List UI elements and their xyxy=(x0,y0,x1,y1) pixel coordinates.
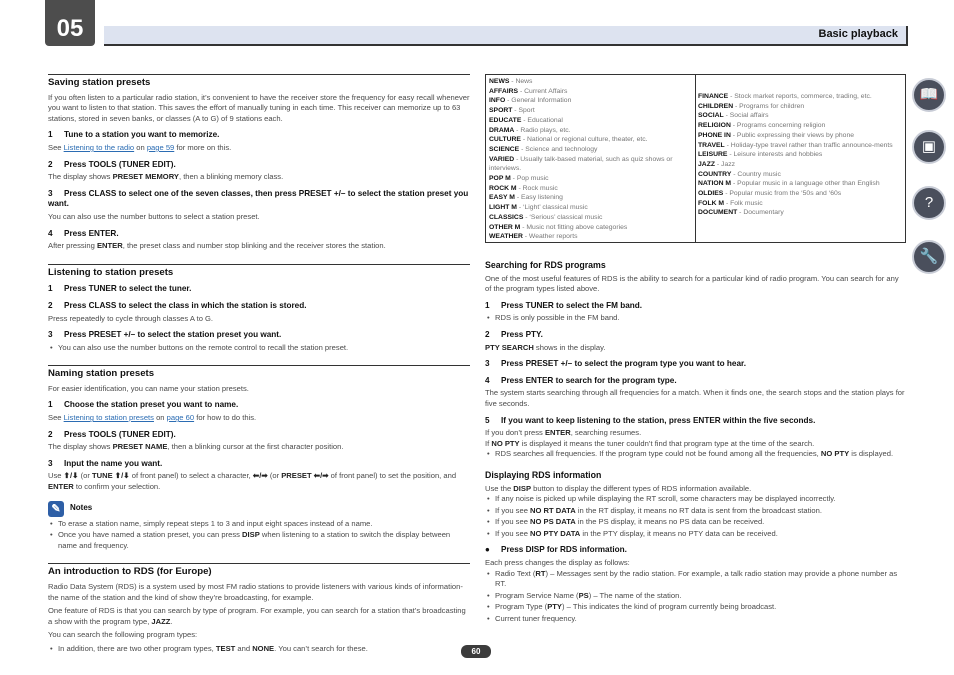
program-type-code: NATION M xyxy=(698,180,732,188)
displaying-bullet-1: • If any noise is picked up while displaying the RT scroll, some characters may be displayed incorrectly. xyxy=(485,494,906,505)
program-type-code: OLDIES xyxy=(698,190,724,198)
rds-intro-p3: You can search the following program types: xyxy=(48,630,198,640)
listening-bullet: • You can also use the number buttons on the remote control to recall the station preset. xyxy=(48,343,470,354)
program-type-desc: Sport xyxy=(518,107,535,115)
program-type-entry: JAZZ - Jazz xyxy=(698,160,736,168)
searching-step-1: 1 Press TUNER to select the FM band. xyxy=(485,300,643,310)
naming-step-1-desc: See Listening to station presets on page 60 for how to do this. xyxy=(48,413,257,423)
rds-intro-p2: One feature of RDS is that you can search by type of program. For example, you can search for a station that’s broadcasting a show with the program type, JAZZ. xyxy=(48,606,466,626)
program-type-code: CULTURE xyxy=(489,136,521,144)
program-type-entry: FINANCE - Stock market reports, commerce, trading, etc. xyxy=(698,93,872,100)
listening-title: Listening to station presets xyxy=(48,264,470,279)
program-type-entry: WEATHER - Weather reports xyxy=(489,233,578,241)
link-page-59[interactable]: page 59 xyxy=(146,142,175,152)
troubleshoot-icon[interactable]: ? xyxy=(912,186,946,220)
displaying-bullet-3: • If you see NO PS DATA in the PS display, it means no PS data can be received. xyxy=(485,517,906,528)
program-type-desc: ‘Serious’ classical music xyxy=(529,213,603,221)
display-mode-frequency: • Current tuner frequency. xyxy=(485,614,906,625)
program-type-entry: PHONE IN - Public expressing their views by phone xyxy=(698,131,855,139)
media-player-icon[interactable]: ▣ xyxy=(912,130,946,164)
saving-step-4: 4 Press ENTER. xyxy=(48,228,119,238)
page-title: Basic playback xyxy=(818,28,898,40)
naming-step-1: 1 Choose the station preset you want to name. xyxy=(48,400,239,410)
display-mode-ps: • Program Service Name (PS) – The name of the station. xyxy=(485,591,906,602)
listening-step-3: 3 Press PRESET +/– to select the station preset you want. xyxy=(48,330,282,340)
program-type-desc: Pop music xyxy=(516,175,549,183)
displaying-step-desc: Each press changes the display as follows: xyxy=(485,558,630,568)
program-type-code: ROCK M xyxy=(489,184,517,192)
program-type-desc: Public expressing their views by phone xyxy=(736,131,855,139)
program-type-desc: Current Affairs xyxy=(524,87,568,95)
saving-step-2: 2 Press TOOLS (TUNER EDIT). xyxy=(48,159,176,169)
program-type-desc: Easy listening xyxy=(520,194,563,202)
saving-step-3: 3 Press CLASS to select one of the seven classes, then press PRESET +/– to select the station preset you want. xyxy=(48,188,469,209)
naming-step-2-desc: The display shows PRESET NAME, then a blinking cursor at the first character position. xyxy=(48,442,344,452)
searching-step-2-desc: PTY SEARCH shows in the display. xyxy=(485,342,606,352)
program-type-desc: Programs concerning religion xyxy=(736,122,826,130)
program-type-code: SCIENCE xyxy=(489,145,520,153)
program-type-code: TRAVEL xyxy=(698,141,725,149)
saving-step-4-desc: After pressing ENTER, the preset class and number stop blinking and the receiver stores the station. xyxy=(48,241,386,251)
searching-step-2: 2 Press PTY. xyxy=(485,329,543,339)
program-type-desc: Popular music in a language other than English xyxy=(737,180,880,188)
program-type-entry: EDUCATE - Educational xyxy=(489,116,563,124)
program-type-desc: Country music xyxy=(737,170,781,178)
program-type-entry: DRAMA - Radio plays, etc. xyxy=(489,126,571,134)
displaying-intro: Use the DISP button to display the different types of RDS information available. xyxy=(485,483,752,493)
naming-step-3: 3 Input the name you want. xyxy=(48,458,163,468)
program-type-entry: OLDIES - Popular music from the ‘50s and ‘60s xyxy=(698,190,842,198)
display-mode-pty: • Program Type (PTY) – This indicates the kind of program currently being broadcast. xyxy=(485,602,906,613)
saving-intro: If you often listen to a particular radio station, it’s convenient to have the receiver store the frequency for easy recall whenever you want to listen to that station. This saves the effort of manually tuning in each time. This receiver can memorize up to 63 stations, stored in seven banks, or classes (A to G) of 9 stations each. xyxy=(48,92,470,123)
naming-intro: For easier identification, you can name your station presets. xyxy=(48,383,249,393)
program-type-entry: VARIED - Usually talk-based material, such as quiz shows or interviews. xyxy=(489,155,673,173)
program-type-desc: Weather reports xyxy=(528,233,578,241)
program-type-entry: DOCUMENT - Documentary xyxy=(698,209,784,217)
program-type-desc: Folk music xyxy=(730,199,763,207)
searching-intro: One of the most useful features of RDS is the ability to search for a particular kind of radio program. You can search for any of the program types listed above. xyxy=(485,273,899,294)
program-type-code: EDUCATE xyxy=(489,116,522,124)
program-type-code: SPORT xyxy=(489,107,513,115)
program-type-desc: Jazz xyxy=(721,160,736,168)
program-type-desc: National or regional culture, theater, etc. xyxy=(527,136,648,144)
searching-step-5: 5 If you want to keep listening to the station, press ENTER within the five seconds. xyxy=(485,415,816,425)
program-type-entry: NATION M - Popular music in a language other than English xyxy=(698,180,880,188)
program-type-desc: Popular music from the ‘50s and ‘60s xyxy=(729,190,842,198)
program-type-desc: Educational xyxy=(527,116,563,124)
program-type-code: PHONE IN xyxy=(698,131,731,139)
program-type-code: RELIGION xyxy=(698,122,731,130)
program-type-entry: COUNTRY - Country music xyxy=(698,170,781,178)
program-type-entry: AFFAIRS - Current Affairs xyxy=(489,87,568,95)
program-type-entry: POP M - Pop music xyxy=(489,175,549,183)
program-type-desc: Leisure interests and hobbies xyxy=(733,151,823,159)
program-type-desc: Programs for children xyxy=(739,102,805,110)
program-type-column-2 xyxy=(698,92,903,218)
program-type-entry: CULTURE - National or regional culture, theater, etc. xyxy=(489,136,648,144)
program-type-desc: Stock market reports, commerce, trading, etc. xyxy=(734,93,872,100)
program-type-desc: Social affairs xyxy=(729,112,769,120)
program-type-entry: TRAVEL - Holiday-type travel rather than traffic announce-ments xyxy=(698,141,893,149)
note-1: • To erase a station name, simply repeat steps 1 to 3 and input eight spaces instead of a name. xyxy=(48,519,470,530)
saving-step-1: 1 Tune to a station you want to memorize. xyxy=(48,130,220,140)
program-type-entry: SCIENCE - Science and technology xyxy=(489,145,598,153)
header-bar xyxy=(104,26,908,46)
note-2: • Once you have named a station preset, you can press DISP when listening to a station to switch the display between name and frequency. xyxy=(48,530,470,551)
program-type-entry: NEWS - News xyxy=(489,78,533,85)
saving-step-3-desc: You can also use the number buttons to select a station preset. xyxy=(48,211,260,221)
program-type-desc: Rock music xyxy=(522,184,558,192)
listening-step-2: 2 Press CLASS to select the class in which the station is stored. xyxy=(48,300,307,310)
displaying-step: ● Press DISP for RDS information. xyxy=(485,545,627,555)
chapter-tab: 05 xyxy=(45,0,95,46)
displaying-title: Displaying RDS information xyxy=(485,469,602,480)
table-divider xyxy=(695,75,696,242)
searching-step-5-desc-1: If you don’t press ENTER, searching resumes. xyxy=(485,428,642,438)
searching-bullet: • RDS searches all frequencies. If the program type could not be found among all the frequencies, NO PTY is displayed. xyxy=(485,449,906,460)
program-type-table xyxy=(485,74,906,243)
book-icon[interactable]: 📖 xyxy=(912,78,946,112)
program-type-code: DOCUMENT xyxy=(698,209,738,217)
program-type-code: DRAMA xyxy=(489,126,515,134)
program-type-code: OTHER M xyxy=(489,223,521,231)
program-type-code: WEATHER xyxy=(489,233,523,241)
program-type-entry: ROCK M - Rock music xyxy=(489,184,558,192)
notes-heading: ✎ Notes xyxy=(48,501,470,517)
program-type-desc: News xyxy=(515,78,533,85)
program-type-code: FOLK M xyxy=(698,199,725,207)
program-type-entry: INFO - General Information xyxy=(489,97,572,105)
program-type-desc: ‘Light’ classical music xyxy=(523,204,588,212)
program-type-code: LIGHT M xyxy=(489,204,517,212)
program-type-desc: Documentary xyxy=(743,209,784,217)
link-page-60[interactable]: page 60 xyxy=(166,413,195,423)
link-listening-radio[interactable]: Listening to the radio xyxy=(63,142,135,152)
program-type-desc: Usually talk-based material, such as quiz shows or interviews. xyxy=(489,155,673,173)
searching-step-4-desc: The system starts searching through all frequencies for a match. When it finds one, the search stops and the station plays for five seconds. xyxy=(485,388,905,408)
program-type-code: LEISURE xyxy=(698,151,728,159)
listening-step-2-desc: Press repeatedly to cycle through classes A to G. xyxy=(48,313,214,323)
naming-step-2: 2 Press TOOLS (TUNER EDIT). xyxy=(48,429,176,439)
program-type-code: JAZZ xyxy=(698,160,715,168)
searching-step-4: 4 Press ENTER to search for the program type. xyxy=(485,375,677,385)
right-column xyxy=(485,260,906,626)
searching-step-3: 3 Press PRESET +/– to select the program type you want to hear. xyxy=(485,359,747,369)
displaying-bullet-2: • If you see NO RT DATA in the RT display, it means no RT data is sent from the broadcast station. xyxy=(485,506,906,517)
pencil-icon: ✎ xyxy=(48,501,64,517)
program-type-entry: RELIGION - Programs concerning religion xyxy=(698,122,826,130)
rds-intro-title: An introduction to RDS (for Europe) xyxy=(48,563,470,578)
page-number: 60 xyxy=(461,645,491,658)
searching-step-5-desc-2: If NO PTY is displayed it means the tuner couldn’t find that program type at the time of the search. xyxy=(485,438,815,448)
program-type-desc: Science and technology xyxy=(525,145,598,153)
program-type-desc: Music not fitting above categories xyxy=(526,223,628,231)
displaying-bullet-4: • If you see NO PTY DATA in the PTY display, it means no PTY data can be received. xyxy=(485,529,906,540)
searching-title: Searching for RDS programs xyxy=(485,260,606,270)
saving-step-2-desc: The display shows PRESET MEMORY, then a blinking memory class. xyxy=(48,172,284,182)
saving-title: Saving station presets xyxy=(48,74,470,89)
program-type-code: VARIED xyxy=(489,155,515,163)
display-mode-rt: • Radio Text (RT) – Messages sent by the radio station. For example, a talk radio station may provide a phone number as RT. xyxy=(485,569,906,590)
listening-step-1: 1 Press TUNER to select the tuner. xyxy=(48,284,192,294)
program-type-code: INFO xyxy=(489,97,506,105)
rds-intro-p1: Radio Data System (RDS) is a system used by most FM radio stations to provide listeners with various kinds of information-the name of the station and the kind of show they’re broadcasting, for example. xyxy=(48,582,463,602)
program-type-desc: Holiday-type travel rather than traffic announce-ments xyxy=(730,141,893,149)
naming-title: Naming station presets xyxy=(48,365,470,380)
program-type-entry: CLASSICS - ‘Serious’ classical music xyxy=(489,213,603,221)
program-type-code: CLASSICS xyxy=(489,213,524,221)
program-type-entry: FOLK M - Folk music xyxy=(698,199,763,207)
link-listening-presets[interactable]: Listening to station presets xyxy=(63,413,154,423)
saving-step-1-desc: See Listening to the radio on page 59 for more on this. xyxy=(48,142,232,152)
tools-icon[interactable]: 🔧 xyxy=(912,240,946,274)
program-type-code: CHILDREN xyxy=(698,102,734,110)
program-type-column-1 xyxy=(489,77,693,242)
program-type-entry: CHILDREN - Programs for children xyxy=(698,102,805,110)
program-type-entry: OTHER M - Music not fitting above categories xyxy=(489,223,628,231)
program-type-entry: EASY M - Easy listening xyxy=(489,194,563,202)
program-type-code: FINANCE xyxy=(698,93,729,100)
program-type-code: NEWS xyxy=(489,78,510,85)
left-column xyxy=(48,74,470,656)
program-type-code: POP M xyxy=(489,175,511,183)
program-type-entry: LEISURE - Leisure interests and hobbies xyxy=(698,151,823,159)
program-type-code: AFFAIRS xyxy=(489,87,519,95)
program-type-code: COUNTRY xyxy=(698,170,732,178)
searching-step-1-bullet: • RDS is only possible in the FM band. xyxy=(485,313,906,324)
naming-step-3-desc: Use ⬆/⬇ (or TUNE ⬆/⬇ of front panel) to select a character, ⬅/➡ (or PRESET ⬅/➡ of front panel) to set the position, and ENTER to confirm your selection. xyxy=(48,471,457,492)
program-type-entry: LIGHT M - ‘Light’ classical music xyxy=(489,204,588,212)
program-type-entry: SOCIAL - Social affairs xyxy=(698,112,769,120)
rds-intro-bullet: • In addition, there are two other program types, TEST and NONE. You can’t search for these. xyxy=(48,644,470,655)
program-type-code: EASY M xyxy=(489,194,515,202)
program-type-desc: General Information xyxy=(511,97,572,105)
program-type-desc: Radio plays, etc. xyxy=(520,126,571,134)
program-type-entry: SPORT - Sport xyxy=(489,107,535,115)
program-type-code: SOCIAL xyxy=(698,112,724,120)
